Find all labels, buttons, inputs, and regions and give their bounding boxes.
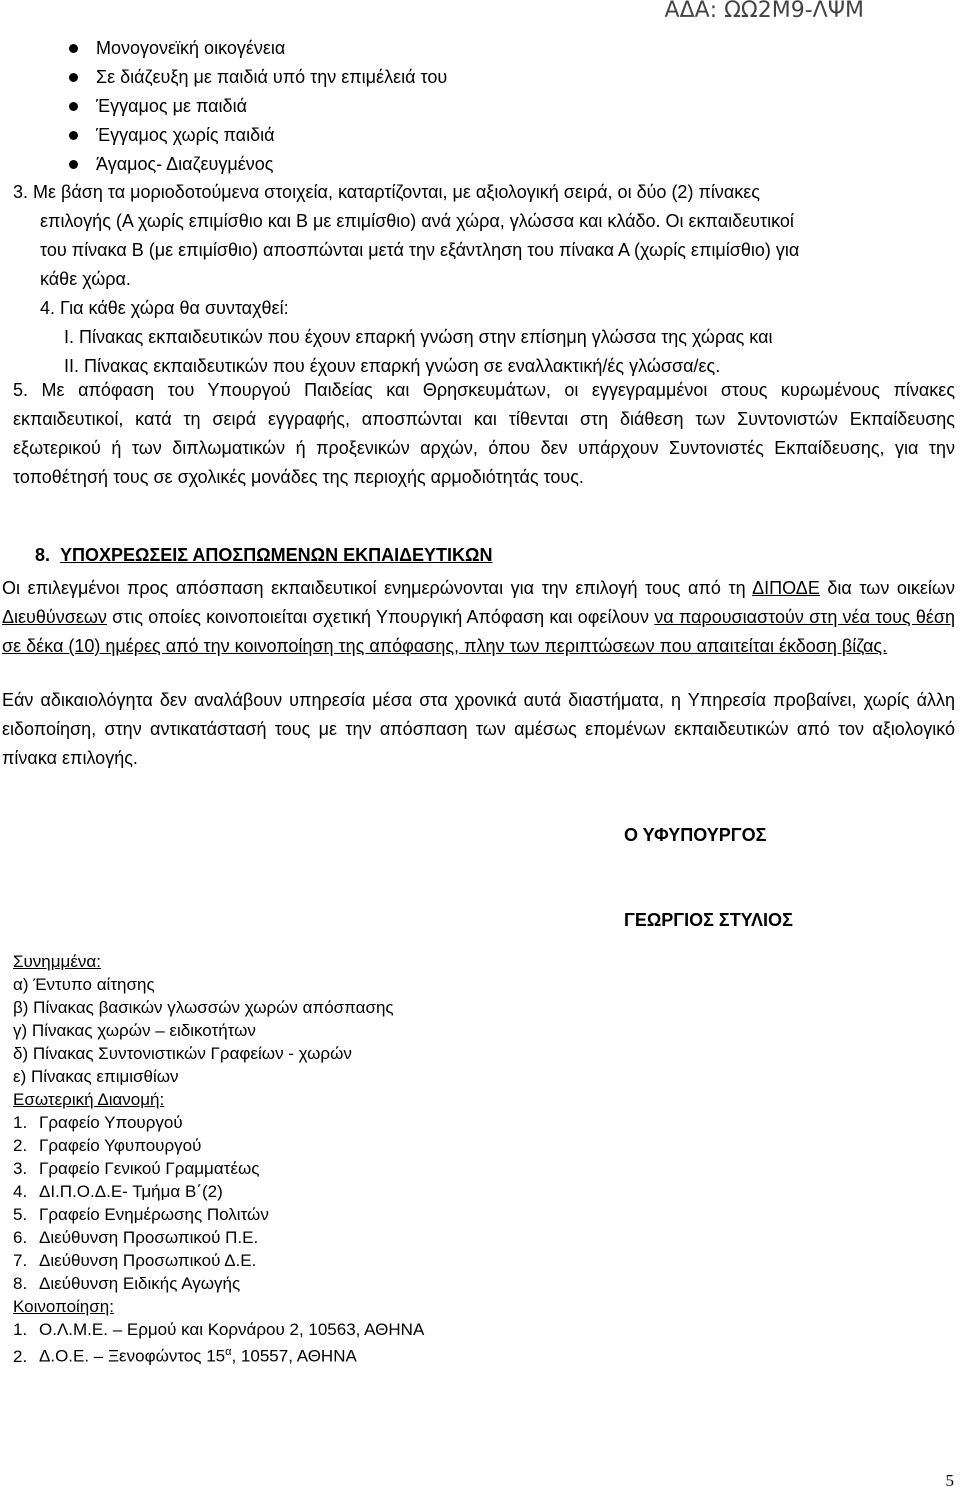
item3-line4: κάθε χώρα.	[40, 269, 131, 289]
list-item: ε) Πίνακας επιμισθίων	[13, 1067, 179, 1086]
signature-role: Ο ΥΦΥΠΟΥΡΓΟΣ	[624, 825, 767, 845]
bullet-icon	[69, 160, 78, 169]
item3-line1: 3. Με βάση τα μοριοδοτούμενα στοιχεία, καταρτίζονται, με αξιολογική σειρά, οι δύο (2) πίνακες	[13, 182, 760, 202]
list-item: Άγαμος- Διαζευγμένος	[96, 150, 447, 179]
list-item: 8. Διεύθυνση Ειδικής Αγωγής	[13, 1274, 241, 1293]
bullet-icon	[69, 44, 78, 53]
list-item: 2. Γραφείο Υφυπουργού	[13, 1136, 202, 1155]
list-item: 6. Διεύθυνση Προσωπικού Π.Ε.	[13, 1228, 259, 1247]
bullet-icon	[69, 73, 78, 82]
internal-distribution-title: Εσωτερική Διανομή:	[13, 1090, 165, 1109]
section8-heading: 8. ΥΠΟΧΡΕΩΣΕΙΣ ΑΠΟΣΠΩΜΕΝΩΝ ΕΚΠΑΙΔΕΥΤΙΚΩΝ	[35, 545, 493, 565]
list-item: 3. Γραφείο Γενικού Γραμματέως	[13, 1159, 260, 1178]
notification-title: Κοινοποίηση:	[13, 1297, 114, 1316]
item3-line3: του πίνακα Β (με επιμίσθιο) αποσπώνται μετά την εξάντληση του πίνακα Α (χωρίς επιμίσθιο) για	[40, 240, 800, 260]
ada-code: ΑΔΑ: ΩΩ2Μ9-ΛΨΜ	[664, 0, 864, 23]
signature-name: ΓΕΩΡΓΙΟΣ ΣΤΥΛΙΟΣ	[624, 910, 793, 930]
item4-title: 4. Για κάθε χώρα θα συνταχθεί:	[40, 298, 289, 318]
bullet-icon	[69, 102, 78, 111]
family-status-list	[96, 34, 447, 179]
section8-paragraph2: Εάν αδικαιολόγητα δεν αναλάβουν υπηρεσία μέσα στα χρονικά αυτά διαστήματα, η Υπηρεσία προβαίνει, χωρίς άλλη ειδοποίηση, στην αντικατάστασή τους με την απόσπαση των αμέσως επομένων εκπαιδευτικών από τον αξιολογικό πίνακα επιλογής.	[2, 690, 955, 768]
list-item: Έγγαμος χωρίς παιδιά	[96, 121, 447, 150]
attachments-title: Συνημμένα:	[13, 952, 101, 971]
item5-paragraph: 5. Με απόφαση του Υπουργού Παιδείας και Θρησκευμάτων, οι εγγεγραμμένοι στους κυρωμένους πίνακες εκπαιδευτικοί, κατά τη σειρά εγγραφής, αποσπώνται και τίθενται στη διάθεση των Συντονιστών Εκπαίδευσης εξωτερικού ή των διπλωματικών ή προξενικών αρχών, όπου δεν υπάρχουν Συντονιστές Εκπαίδευσης, για την τοποθέτησή τους σε σχολικές μονάδες της περιοχής αρμοδιότητάς τους.	[13, 380, 955, 487]
section8-paragraph1: Οι επιλεγμένοι προς απόσπαση εκπαιδευτικοί ενημερώνονται για την επιλογή τους από τη ΔΙΠΟΔΕ δια των οικείων Διευθύνσεων στις οποίες κοινοποιείται σχετική Υπουργική Απόφαση και οφείλουν να παρουσιαστούν στη νέα τους θέση σε δέκα (10) ημέρες από την κοινοποίηση της απόφασης, πλην των περιπτώσεων που απαιτείται έκδοση βίζας.	[2, 578, 955, 656]
bullet-icon	[69, 131, 78, 140]
item3-line2: επιλογής (Α χωρίς επιμίσθιο και Β με επιμίσθιο) ανά χώρα, γλώσσα και κλάδο. Οι εκπαιδευτικοί	[40, 211, 794, 231]
attachments-list	[13, 950, 424, 1368]
list-item: δ) Πίνακας Συντονιστικών Γραφείων - χωρών	[13, 1044, 352, 1063]
list-item: 2. Δ.Ο.Ε. – Ξενοφώντος $15^\alpha$, 10557, ΑΘΗΝΑ	[13, 1346, 357, 1366]
list-item: Σε διάζευξη με παιδιά υπό την επιμέλειά του	[96, 63, 447, 92]
list-item: γ) Πίνακας χωρών – ειδικοτήτων	[13, 1021, 256, 1040]
list-item: 1. Ο.Λ.Μ.Ε. – Ερμού και Κορνάρου 2, 10563, ΑΘΗΝΑ	[13, 1320, 425, 1339]
item4-i: Ι. Πίνακας εκπαιδευτικών που έχουν επαρκή γνώση στην επίσημη γλώσσα της χώρας και	[64, 327, 773, 347]
list-item: β) Πίνακας βασικών γλωσσών χωρών απόσπασης	[13, 998, 394, 1017]
list-item: Έγγαμος με παιδιά	[96, 92, 447, 121]
section8-title: ΥΠΟΧΡΕΩΣΕΙΣ ΑΠΟΣΠΩΜΕΝΩΝ ΕΚΠΑΙΔΕΥΤΙΚΩΝ	[60, 545, 493, 565]
list-item: 1. Γραφείο Υπουργού	[13, 1113, 183, 1132]
list-item: 4. ΔΙ.Π.Ο.Δ.Ε- Τμήμα Β΄(2)	[13, 1182, 223, 1201]
list-item: α) Έντυπο αίτησης	[13, 975, 155, 994]
page-number: 5	[945, 1471, 954, 1490]
list-item: Μονογονεϊκή οικογένεια	[96, 34, 447, 63]
list-item: 7. Διεύθυνση Προσωπικού Δ.Ε.	[13, 1251, 257, 1270]
item4-ii: ΙΙ. Πίνακας εκπαιδευτικών που έχουν επαρκή γνώση σε εναλλακτική/ές γλώσσα/ες.	[64, 356, 721, 376]
list-item: 5. Γραφείο Ενημέρωσης Πολιτών	[13, 1205, 269, 1224]
